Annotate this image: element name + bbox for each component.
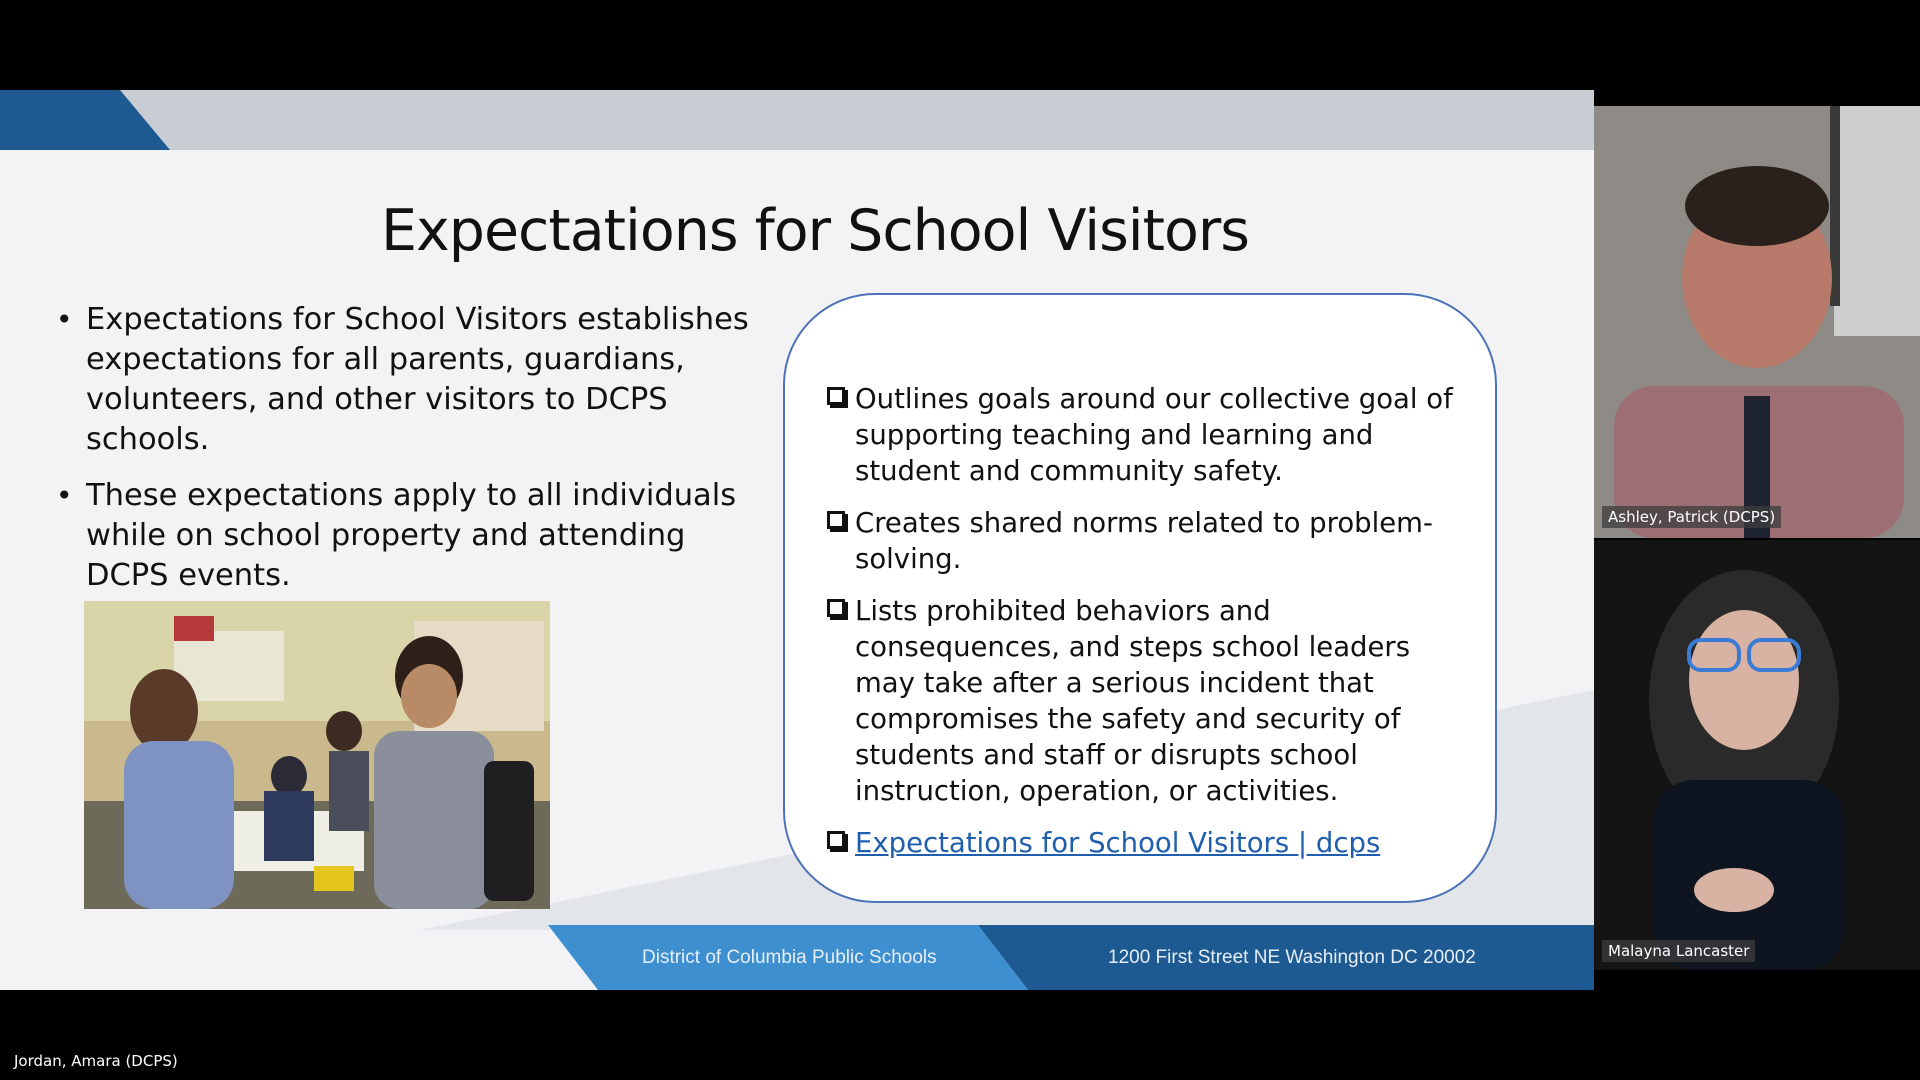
slide-top-bar [0,90,1594,150]
callout-list [827,381,1467,877]
checkbox-icon [827,599,845,617]
shared-slide [0,90,1594,990]
participant-video-image [1594,540,1920,970]
checkbox-icon [827,831,845,849]
bullet-item: • Expectations for School Visitors establishes expectations for all parents, guardians, volunteers, and other visitors to DCPS schools. [52,300,752,460]
checkbox-icon [827,511,845,529]
callout-item [827,505,1467,577]
callout-item-text: Outlines goals around our collective goal of supporting teaching and learning and student and community safety. [855,383,1453,487]
bullet-list [52,300,752,612]
checkbox-icon [827,387,845,405]
callout-item [827,825,1467,861]
callout-item-text: Creates shared norms related to problem-solving. [855,507,1433,575]
classroom-photo [84,601,550,909]
footer-address: 1200 First Street NE Washington DC 20002 [1108,947,1476,968]
bullet-item: • These expectations apply to all individuals while on school property and attending DCPS events. [52,476,752,596]
callout-item-text: Lists prohibited behaviors and consequences, and steps school leaders may take after a serious incident that compromises the safety and security of students and staff or disrupts school instruction, operation, or activities. [855,595,1411,807]
participant-name-tag: Malayna Lancaster [1602,940,1755,962]
callout-item [827,593,1467,809]
visitor-expectations-link[interactable]: Expectations for School Visitors | dcps [855,827,1381,859]
participant-video-image [1594,106,1920,538]
self-view-name: Jordan, Amara (DCPS) [14,1052,178,1070]
callout-item [827,381,1467,489]
slide-footer [0,925,1594,990]
footer-organization: District of Columbia Public Schools [642,947,937,968]
classroom-photo-image [84,601,550,909]
participant-video-ashley[interactable] [1594,106,1920,538]
participant-name-tag: Ashley, Patrick (DCPS) [1602,506,1781,528]
slide-title: Expectations for School Visitors [381,198,1249,264]
callout-box [783,293,1497,903]
participant-video-malayna[interactable] [1594,540,1920,970]
